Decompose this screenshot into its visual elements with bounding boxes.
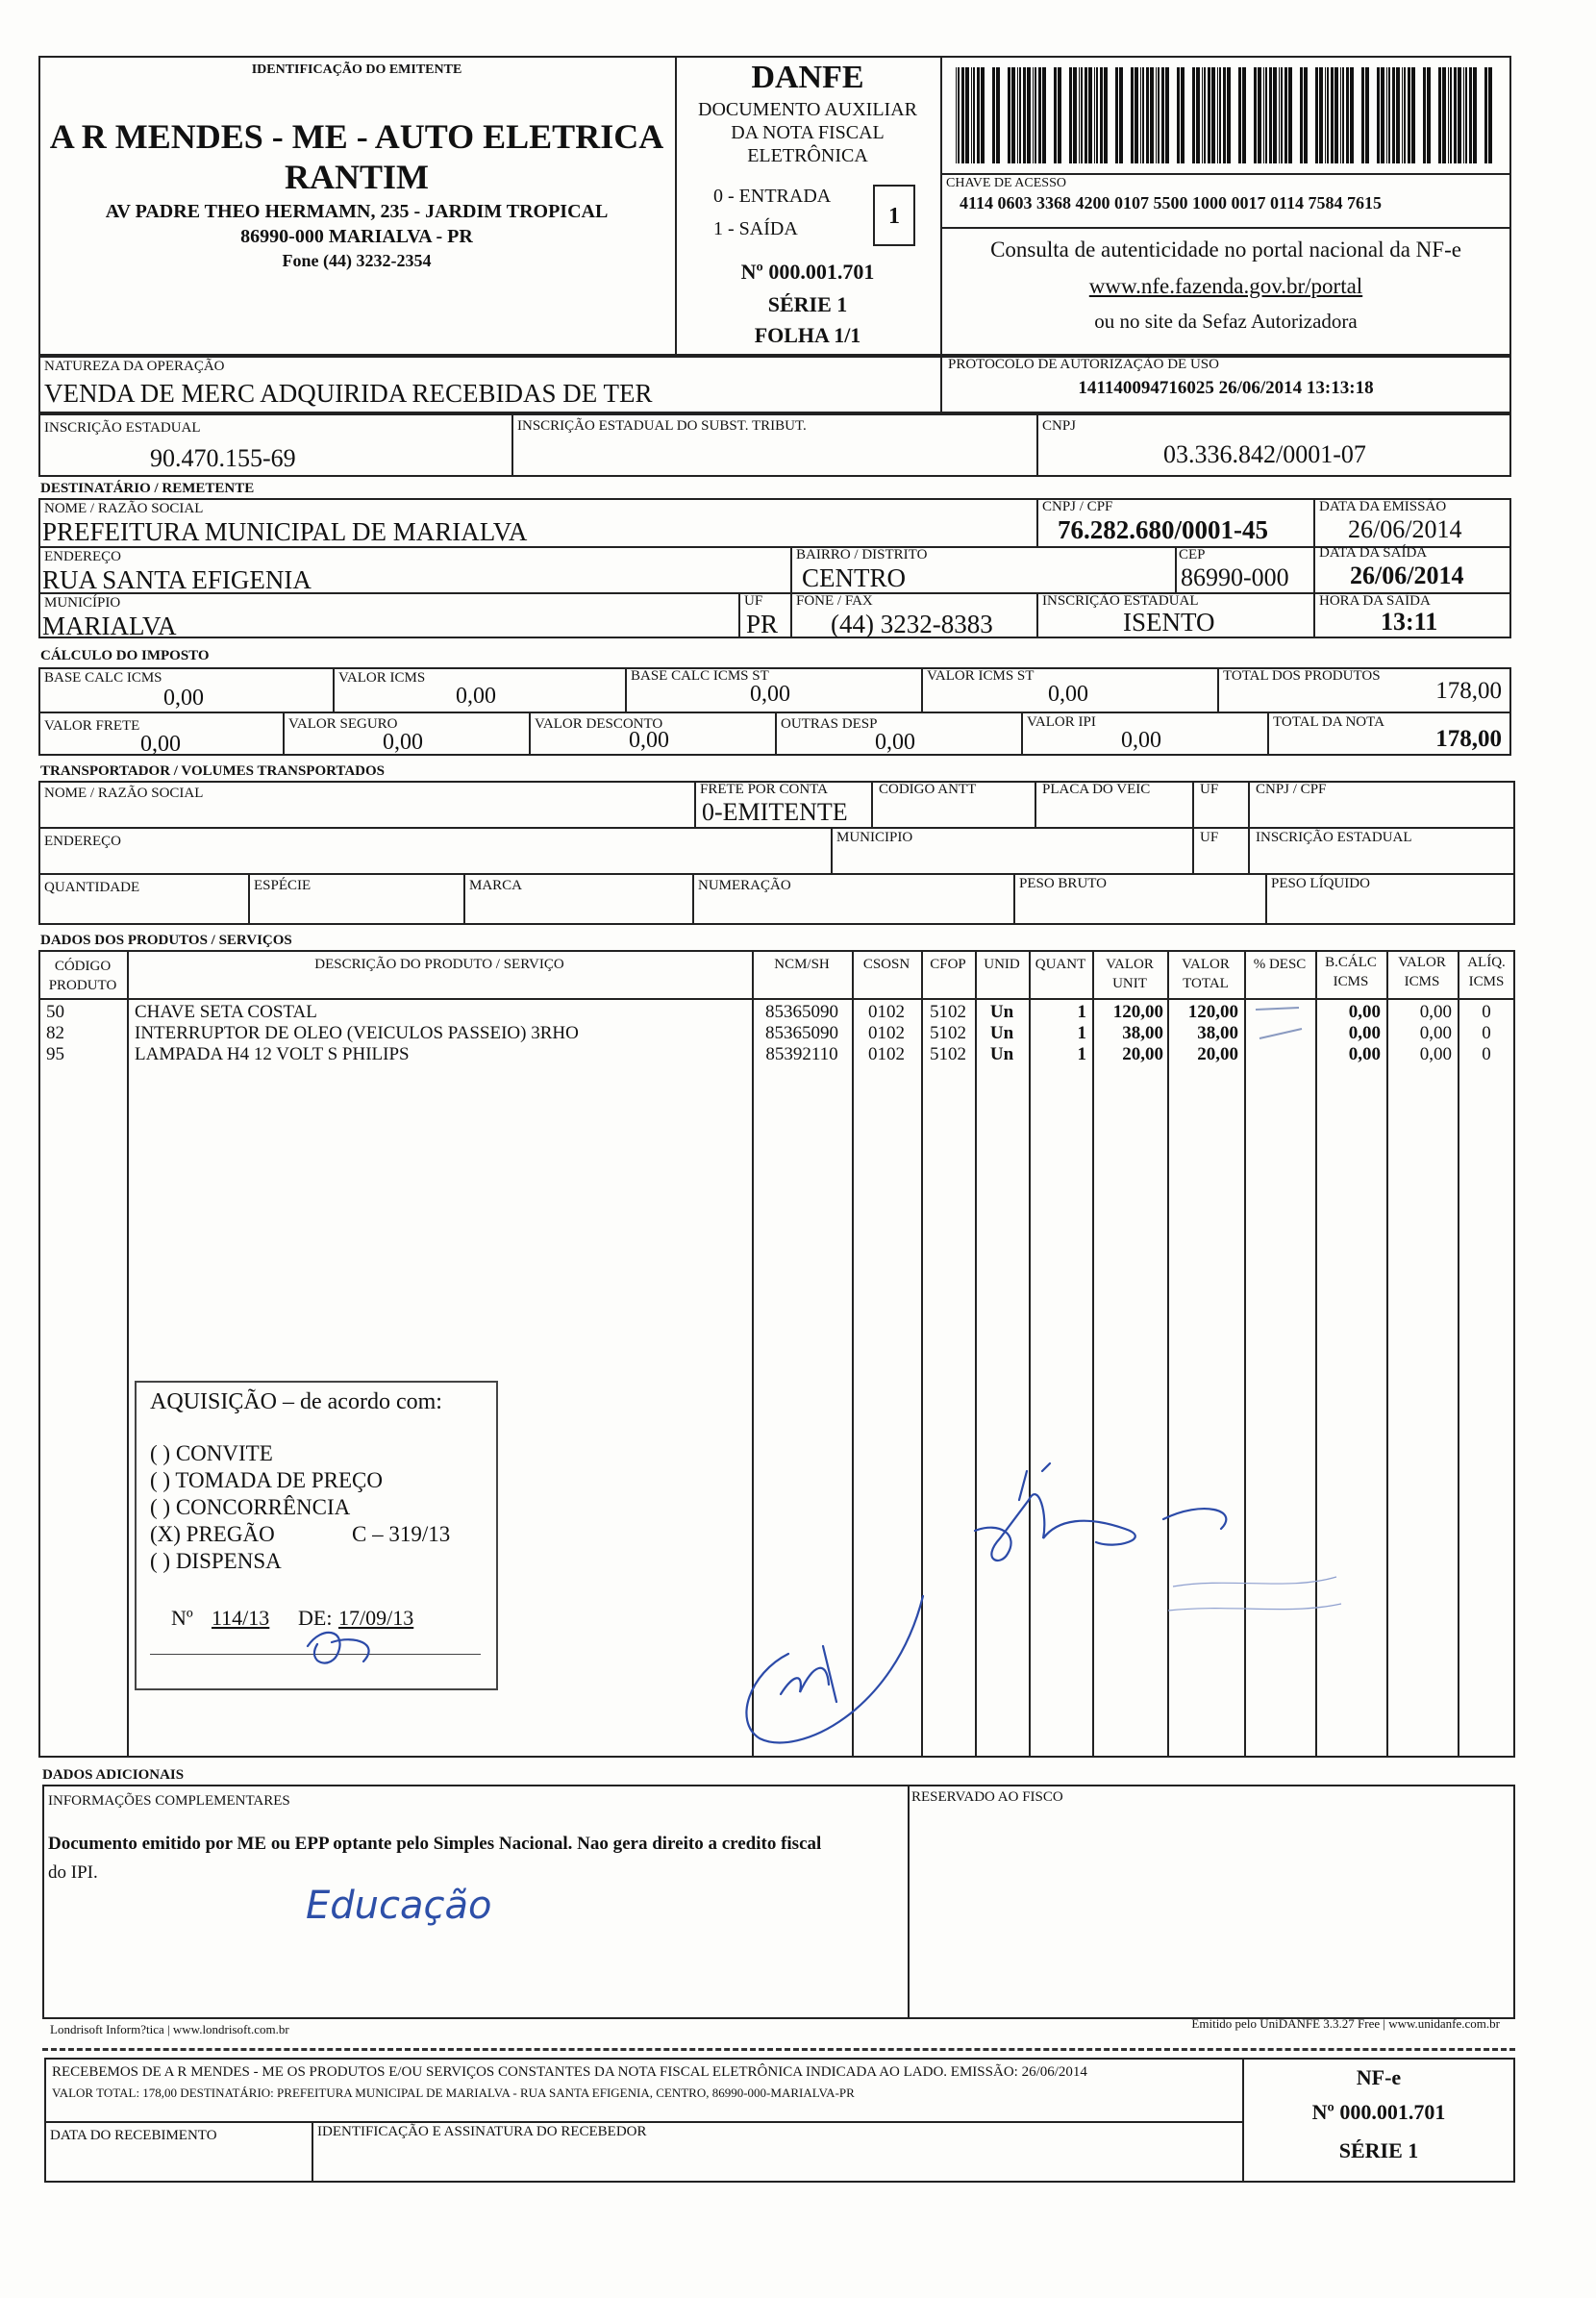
dest-endereco-label: ENDEREÇO: [44, 549, 121, 564]
recebemos-line-2: VALOR TOTAL: 178,00 DESTINATÁRIO: PREFEITURA MUNICIPAL DE MARIALVA - RUA SANTA EFIGENIA, CENTRO, 86990-000-MARIALVA-PR: [52, 2086, 855, 2100]
row-bcalc: 0,00: [1348, 1002, 1381, 1022]
stamp-title: AQUISIÇÃO – de acordo com:: [150, 1389, 442, 1414]
valor-icms-label: VALOR ICMS: [338, 670, 426, 686]
desc-dash-marks: [1246, 1000, 1313, 1048]
hdr-vtotal-1: VALOR: [1182, 957, 1230, 972]
danfe-subtitle-1: DOCUMENTO AUXILIAR: [698, 99, 917, 120]
dest-hora-label: HORA DA SAÍDA: [1319, 593, 1431, 609]
desconto-value: 0,00: [629, 728, 669, 753]
hdr-aliq-2: ICMS: [1468, 974, 1505, 989]
hdr-descricao: DESCRIÇÃO DO PRODUTO / SERVIÇO: [314, 957, 564, 972]
stamp-pregao-ref: C – 319/13: [352, 1522, 451, 1546]
emitente-address: AV PADRE THEO HERMAMN, 235 - JARDIM TROPICAL: [105, 201, 609, 222]
canhoto-serie: SÉRIE 1: [1338, 2138, 1419, 2162]
imposto-section-label: CÁLCULO DO IMPOSTO: [40, 648, 210, 663]
stamp-option-pregao: (X) PREGÃO: [150, 1522, 275, 1546]
hdr-csosn: CSOSN: [862, 957, 910, 972]
dest-uf-value: PR: [746, 610, 779, 638]
dest-saida-value: 26/06/2014: [1350, 562, 1464, 589]
stamp-data: 17/09/13: [338, 1606, 414, 1630]
adicionais-section-label: DADOS ADICIONAIS: [42, 1767, 185, 1783]
total-nota-label: TOTAL DA NOTA: [1273, 714, 1384, 730]
base-icms-value: 0,00: [163, 686, 204, 711]
dest-ie-label: INSCRIÇÃO ESTADUAL: [1042, 593, 1199, 609]
protocolo-value: 141140094716025 26/06/2014 13:13:18: [1078, 378, 1374, 398]
stamp-data-label: DE:: [298, 1606, 333, 1630]
emitente-section-label: IDENTIFICAÇÃO DO EMITENTE: [251, 62, 462, 77]
row-codigo: 50: [46, 1002, 64, 1022]
row-unid: Un: [989, 1044, 1014, 1064]
row-vtotal: 38,00: [1197, 1023, 1238, 1043]
dest-emissao-value: 26/06/2014: [1348, 515, 1462, 543]
row-bcalc: 0,00: [1348, 1023, 1381, 1043]
hdr-quant: QUANT: [1035, 957, 1086, 972]
danfe-subtitle-3: ELETRÔNICA: [747, 145, 868, 166]
row-cfop: 5102: [930, 1023, 966, 1043]
transp-uf2-label: UF: [1200, 830, 1219, 845]
software-left: Londrisoft Inform?tica | www.londrisoft.com.br: [50, 2022, 289, 2036]
valor-icms-value: 0,00: [456, 684, 496, 709]
base-icms-label: BASE CALC ICMS: [44, 670, 162, 686]
stamp-numero: 114/13: [212, 1606, 270, 1630]
base-st-value: 0,00: [750, 682, 790, 707]
row-aliq: 0: [1482, 1023, 1491, 1043]
hdr-unid: UNID: [984, 957, 1020, 972]
hdr-ncm: NCM/SH: [774, 957, 830, 972]
frete-value: 0,00: [140, 732, 181, 757]
row-vunit: 38,00: [1122, 1023, 1163, 1043]
info-line-1: Documento emitido por ME ou EPP optante pelo Simples Nacional. Nao gera direito a credito fiscal: [48, 1834, 822, 1854]
total-produtos-label: TOTAL DOS PRODUTOS: [1223, 668, 1381, 684]
total-produtos-value: 178,00: [1435, 678, 1502, 704]
produtos-section-label: DADOS DOS PRODUTOS / SERVIÇOS: [40, 933, 292, 948]
row-codigo: 82: [46, 1023, 64, 1043]
desconto-label: VALOR DESCONTO: [535, 716, 663, 732]
canhoto-numero: Nº 000.001.701: [1311, 2100, 1446, 2124]
row-ncm: 85392110: [765, 1044, 838, 1064]
row-cfop: 5102: [930, 1002, 966, 1022]
dest-ie-value: ISENTO: [1123, 608, 1215, 637]
stamp-option-tomada: ( ) TOMADA DE PREÇO: [150, 1468, 383, 1492]
dest-cep-value: 86990-000: [1181, 563, 1289, 591]
seguro-value: 0,00: [383, 730, 423, 755]
row-vunit: 20,00: [1122, 1044, 1163, 1064]
danfe-title: DANFE: [751, 60, 864, 95]
transp-numeracao-label: NUMERAÇÃO: [698, 878, 791, 893]
adicionais-frame: [42, 1785, 1515, 2019]
hdr-vunit-1: VALOR: [1106, 957, 1154, 972]
dest-municipio-label: MUNICÍPIO: [44, 595, 121, 611]
hdr-bcalc-2: ICMS: [1333, 974, 1369, 989]
danfe-folha: FOLHA 1/1: [754, 323, 861, 347]
assinatura-recebedor-label: IDENTIFICAÇÃO E ASSINATURA DO RECEBEDOR: [317, 2124, 647, 2139]
transp-ie-label: INSCRIÇÃO ESTADUAL: [1256, 830, 1412, 845]
consulta-line-1: Consulta de autenticidade no portal nacional da NF-e: [990, 237, 1461, 262]
dest-cnpj-value: 76.282.680/0001-45: [1058, 515, 1268, 544]
transp-endereco-label: ENDEREÇO: [44, 834, 121, 849]
danfe-tipo-box: 1: [873, 185, 915, 246]
emitente-name-2: RANTIM: [285, 158, 429, 196]
transp-quantidade-label: QUANTIDADE: [44, 880, 140, 895]
transp-cnpj-label: CNPJ / CPF: [1256, 782, 1327, 797]
danfe-saida: 1 - SAÍDA: [713, 218, 798, 239]
dest-fone-value: (44) 3232-8383: [831, 610, 993, 638]
dest-endereco-value: RUA SANTA EFIGENIA: [42, 565, 312, 594]
hdr-vicms-2: ICMS: [1404, 974, 1440, 989]
ie-label: INSCRIÇÃO ESTADUAL: [44, 420, 201, 436]
outras-label: OUTRAS DESP: [781, 716, 878, 732]
dest-bairro-label: BAIRRO / DISTRITO: [796, 547, 928, 562]
software-right: Emitido pelo UniDANFE 3.3.27 Free | www.unidanfe.com.br: [1191, 2016, 1500, 2031]
dest-nome-value: PREFEITURA MUNICIPAL DE MARIALVA: [42, 517, 528, 546]
consulta-line-3: ou no site da Sefaz Autorizadora: [1094, 310, 1358, 333]
row-aliq: 0: [1482, 1002, 1491, 1022]
transp-especie-label: ESPÉCIE: [254, 878, 312, 893]
chave-value: 4114 0603 3368 4200 0107 5500 1000 0017 0114 7584 7615: [960, 193, 1383, 212]
consulta-link[interactable]: www.nfe.fazenda.gov.br/portal: [1088, 274, 1363, 298]
dest-hora-value: 13:11: [1381, 608, 1438, 636]
total-nota-value: 178,00: [1435, 726, 1502, 752]
transp-frete-label: FRETE POR CONTA: [700, 782, 828, 797]
row-aliq: 0: [1482, 1044, 1491, 1064]
row-cfop: 5102: [930, 1044, 966, 1064]
row-csosn: 0102: [868, 1023, 905, 1043]
row-vtotal: 120,00: [1187, 1002, 1238, 1022]
recebemos-line-1: RECEBEMOS DE A R MENDES - ME OS PRODUTOS E/OU SERVIÇOS CONSTANTES DA NOTA FISCAL ELETRÔNICA INDICADA AO LADO. EMISSÃO: 26/06/2014: [52, 2064, 1087, 2080]
row-quant: 1: [1077, 1044, 1086, 1064]
emitente-city: 86990-000 MARIALVA - PR: [240, 226, 473, 247]
row-codigo: 95: [46, 1044, 64, 1064]
row-descricao: LAMPADA H4 12 VOLT S PHILIPS: [135, 1044, 410, 1064]
row-csosn: 0102: [868, 1002, 905, 1022]
row-vicms: 0,00: [1419, 1023, 1452, 1043]
transp-peso-liquido-label: PESO LÍQUIDO: [1271, 876, 1370, 891]
hdr-codigo-1: CÓDIGO: [54, 959, 112, 974]
dest-uf-label: UF: [744, 593, 763, 609]
frete-label: VALOR FRETE: [44, 718, 140, 734]
destinatario-section-label: DESTINATÁRIO / REMETENTE: [40, 481, 255, 496]
info-line-2: do IPI.: [48, 1862, 98, 1883]
emitente-phone: Fone (44) 3232-2354: [282, 251, 432, 270]
dest-cnpj-label: CNPJ / CPF: [1042, 499, 1113, 514]
data-recebimento-label: DATA DO RECEBIMENTO: [50, 2128, 217, 2143]
danfe-entrada: 0 - ENTRADA: [713, 186, 832, 207]
dest-bairro-value: CENTRO: [802, 563, 906, 592]
transp-antt-label: CODIGO ANTT: [879, 782, 977, 797]
transp-municipio-label: MUNICIPIO: [836, 830, 913, 845]
hdr-cfop: CFOP: [930, 957, 966, 972]
valor-st-label: VALOR ICMS ST: [927, 668, 1035, 684]
emitente-name-1: A R MENDES - ME - AUTO ELETRICA: [49, 117, 664, 156]
transp-marca-label: MARCA: [469, 878, 523, 893]
handwritten-educacao: Educação: [306, 1884, 492, 1928]
stamp-option-convite: ( ) CONVITE: [150, 1441, 273, 1465]
reservado-fisco-label: RESERVADO AO FISCO: [911, 1789, 1063, 1805]
row-vicms: 0,00: [1419, 1002, 1452, 1022]
row-ncm: 85365090: [765, 1023, 838, 1043]
row-descricao: CHAVE SETA COSTAL: [135, 1002, 317, 1022]
natureza-value: VENDA DE MERC ADQUIRIDA RECEBIDAS DE TER: [44, 379, 653, 408]
barcode-icon: [952, 67, 1500, 165]
base-st-label: BASE CALC ICMS ST: [631, 668, 769, 684]
hdr-vtotal-2: TOTAL: [1183, 976, 1229, 991]
row-bcalc: 0,00: [1348, 1044, 1381, 1064]
canhoto-nfe: NF-e: [1356, 2065, 1402, 2089]
ie-value: 90.470.155-69: [150, 444, 296, 472]
row-csosn: 0102: [868, 1044, 905, 1064]
dest-nome-label: NOME / RAZÃO SOCIAL: [44, 501, 204, 516]
seguro-label: VALOR SEGURO: [288, 716, 398, 732]
transp-placa-label: PLACA DO VEIC: [1042, 782, 1151, 797]
row-unid: Un: [989, 1002, 1014, 1022]
chave-label: CHAVE DE ACESSO: [946, 176, 1066, 190]
row-descricao: INTERRUPTOR DE OLEO (VEICULOS PASSEIO) 3RHO: [135, 1023, 579, 1043]
row-vunit: 120,00: [1112, 1002, 1163, 1022]
natureza-label: NATUREZA DA OPERAÇÃO: [44, 359, 225, 374]
outras-value: 0,00: [875, 730, 915, 755]
protocolo-label: PROTOCOLO DE AUTORIZAÇÃO DE USO: [948, 357, 1219, 372]
danfe-serie: SÉRIE 1: [767, 292, 848, 316]
row-quant: 1: [1077, 1023, 1086, 1043]
cnpj-label: CNPJ: [1042, 418, 1077, 434]
dest-saida-label: DATA DA SAÍDA: [1319, 545, 1428, 561]
dest-emissao-label: DATA DA EMISSÃO: [1319, 499, 1447, 514]
row-ncm: 85365090: [765, 1002, 838, 1022]
ipi-value: 0,00: [1121, 728, 1161, 753]
row-quant: 1: [1077, 1002, 1086, 1022]
hdr-vunit-2: UNIT: [1112, 976, 1147, 991]
transp-frete-value: 0-EMITENTE: [702, 798, 848, 826]
ipi-label: VALOR IPI: [1027, 714, 1096, 730]
hdr-vicms-1: VALOR: [1398, 955, 1446, 970]
transp-nome-label: NOME / RAZÃO SOCIAL: [44, 786, 204, 801]
hdr-codigo-2: PRODUTO: [48, 978, 117, 993]
aquisicao-stamp: [135, 1381, 498, 1690]
ie-st-label: INSCRIÇÃO ESTADUAL DO SUBST. TRIBUT.: [517, 418, 807, 434]
transporte-section-label: TRANSPORTADOR / VOLUMES TRANSPORTADOS: [40, 763, 386, 779]
row-unid: Un: [989, 1023, 1014, 1043]
hdr-desc: % DESC: [1253, 957, 1307, 972]
row-vicms: 0,00: [1419, 1044, 1452, 1064]
stamp-option-dispensa: ( ) DISPENSA: [150, 1549, 282, 1573]
dest-fone-label: FONE / FAX: [796, 593, 873, 609]
row-vtotal: 20,00: [1197, 1044, 1238, 1064]
cut-line: [42, 2048, 1515, 2051]
danfe-numero: Nº 000.001.701: [740, 260, 875, 284]
info-complementares-label: INFORMAÇÕES COMPLEMENTARES: [48, 1793, 290, 1809]
hdr-bcalc-1: B.CÁLC: [1325, 955, 1377, 970]
dest-cep-label: CEP: [1179, 547, 1206, 562]
danfe-subtitle-2: DA NOTA FISCAL: [731, 122, 885, 143]
transp-uf-label: UF: [1200, 782, 1219, 797]
transp-peso-bruto-label: PESO BRUTO: [1019, 876, 1107, 891]
stamp-option-concorrencia: ( ) CONCORRÊNCIA: [150, 1495, 351, 1519]
dest-municipio-value: MARIALVA: [42, 612, 177, 640]
stamp-numero-label: Nº: [171, 1606, 193, 1630]
hdr-aliq-1: ALÍQ.: [1467, 955, 1506, 970]
cnpj-value: 03.336.842/0001-07: [1163, 440, 1366, 468]
valor-st-value: 0,00: [1048, 682, 1088, 707]
